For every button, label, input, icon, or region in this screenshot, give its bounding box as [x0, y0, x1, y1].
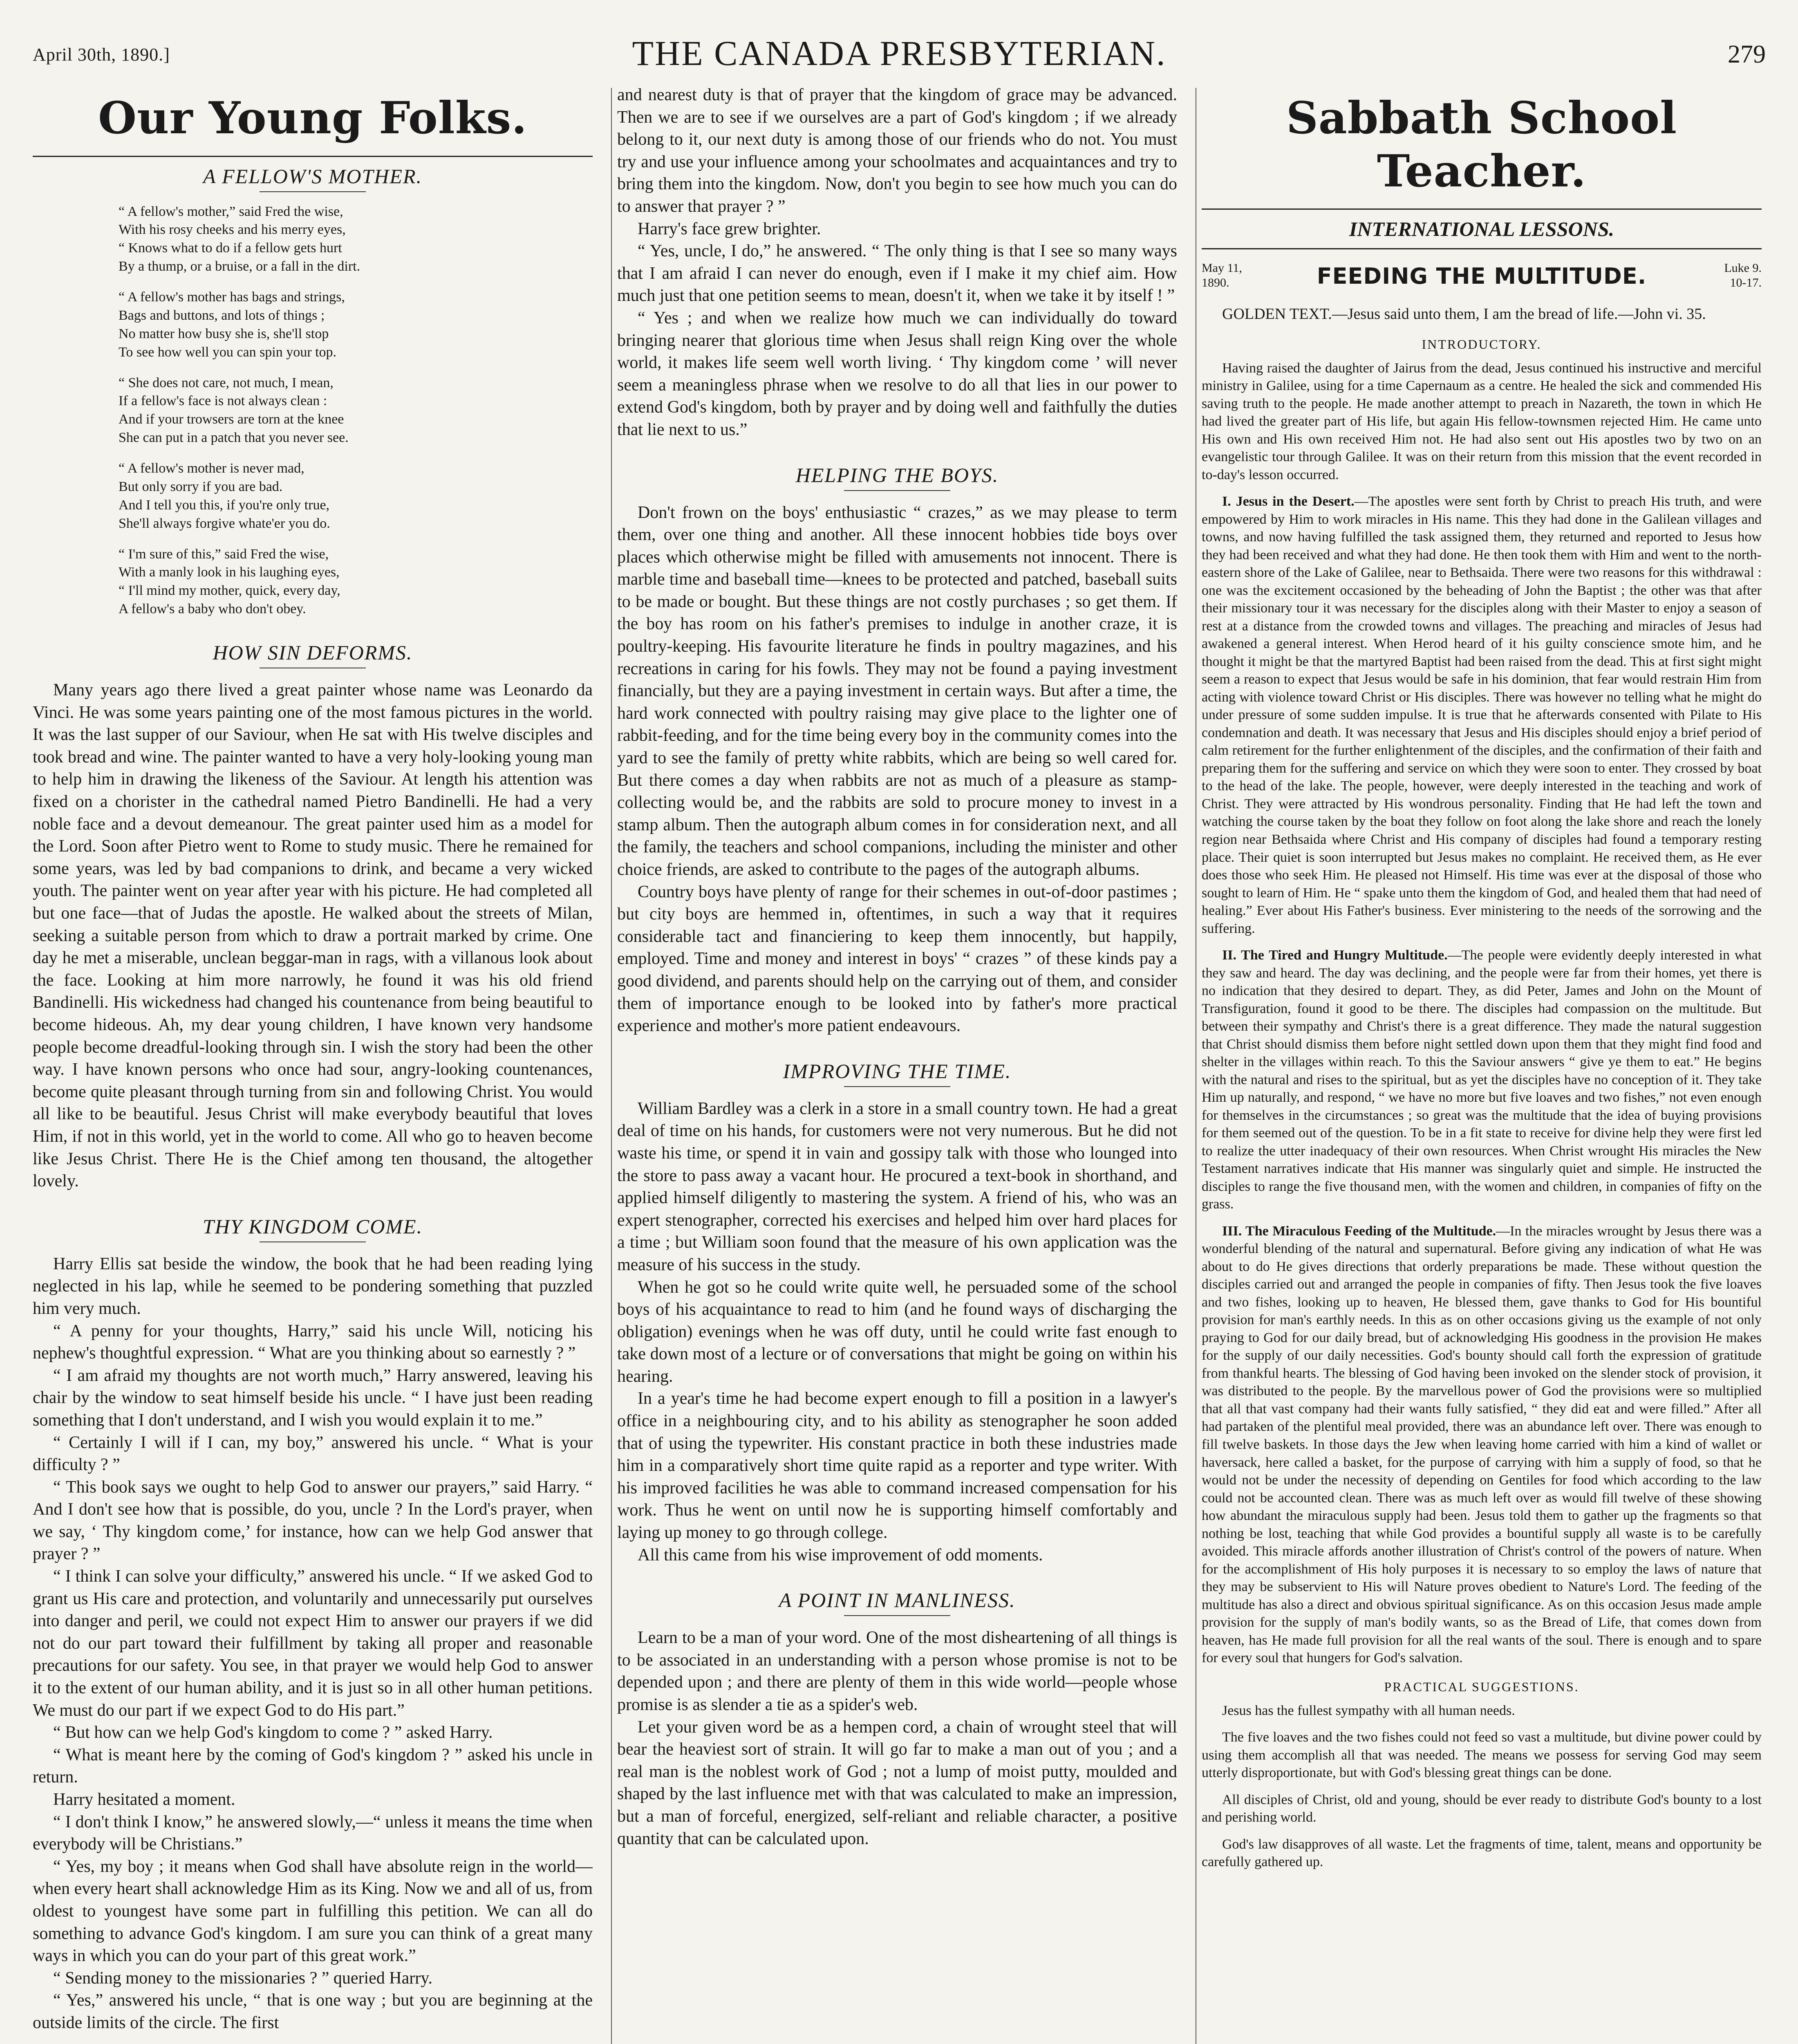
lesson-section-heading: III. The Miraculous Feeding of the Multitude. [1222, 1223, 1496, 1239]
column-divider [611, 88, 612, 2044]
issue-date: April 30th, 1890.] [33, 45, 170, 65]
poem-line: By a thump, or a bruise, or a fall in the dirt. [119, 259, 360, 274]
practical-suggestion: The five loaves and the two fishes could not feed so vast a multitude, but divine power could by using them accomplish all that was needed. The means we possess for serving God may seem utterly disproportionate, but with God's blessing great things can be done. [1202, 1730, 1762, 1781]
poem-line: “ A fellow's mother,” said Fred the wise, [119, 204, 343, 219]
practical-suggestion: All disciples of Christ, old and young, should be ever ready to distribute God's bounty to a lost and perishing world. [1202, 1792, 1762, 1825]
poem-stanza [119, 374, 593, 448]
poem-line: To see how well you can spin your top. [119, 344, 337, 360]
page-header [33, 33, 1766, 78]
article-paragraph: Harry's face grew brighter. [638, 219, 821, 238]
scripture-reference: Luke 9. 10-17. [1724, 261, 1762, 290]
poem-line: With a manly look in his laughing eyes, [119, 565, 340, 580]
poem-line: “ I'll mind my mother, quick, every day, [119, 583, 340, 598]
column-1 [33, 84, 593, 2044]
practical-suggestion: God's law disapproves of all waste. Let the fragments of time, talent, means and opportunity be carefully gathered up. [1202, 1836, 1762, 1870]
article-paragraph: “ But how can we help God's kingdom to come ? ” asked Harry. [53, 1723, 493, 1742]
masthead-rule [33, 156, 593, 157]
lesson-section-heading: II. The Tired and Hungry Multitude. [1222, 948, 1448, 963]
lesson-date: May 11, 1890. [1202, 261, 1242, 290]
article-paragraph: Let your given word be as a hempen cord, a chain of wrought steel that will bear the heaviest sort of strain. It will go far to make a man out of you ; and a real man is the noblest work of God ; not a lump of moist putty, moulded and shaped by the last influence met with that was calculated to make an impression, but a man of forceful, energized, self-reliant and reliable character, a positive quantity that can be calculated upon. [617, 1717, 1177, 1848]
article-paragraph: Country boys have plenty of range for their schemes in out-of-door pastimes ; but city boys are hemmed in, oftentimes, in such a way that it requires considerable tact and financiering to keep them innocently, but happily, employed. Time and money and interest in boys' “ crazes ” of these kinds pay a good dividend, and parents should help on the carrying out of them, and consider them of importance enough to be looked into by father's more practical experience and mother's more patient endeavours. [617, 882, 1177, 1035]
lesson-section-heading: I. Jesus in the Desert. [1222, 494, 1355, 509]
lesson-section [1202, 946, 1762, 1213]
title-rule [844, 490, 950, 491]
poem-line: She can put in a patch that you never see. [119, 430, 349, 446]
article-paragraph: Learn to be a man of your word. One of the most disheartening of all things is to be associated in an understanding with a person whose promise is not to be depended upon ; and there are plenty of them in this wide world—people whose promise is as slender a tie as a spider's web. [617, 1628, 1177, 1714]
newspaper-title: THE CANADA PRESBYTERIAN. [632, 34, 1167, 73]
column-2 [617, 84, 1177, 2044]
column-3 [1202, 84, 1762, 2044]
poem-line: “ I'm sure of this,” said Fred the wise, [119, 546, 329, 562]
introductory-heading: INTRODUCTORY. [1422, 336, 1542, 352]
article-paragraph: Many years ago there lived a great painter whose name was Leonardo da Vinci. He was some years painting one of the most famous pictures in the world. It was the last supper of our Saviour, when He sat with His twelve disciples and took bread and wine. The painter wanted to have a very holy-looking young man to help him in drawing the likeness of the Saviour. At length his attention was fixed on a chorister in the cathedral named Pietro Bandinelli. He had a very noble face and a devout demeanour. The great painter used him as a model for the Lord. Soon after Pietro went to Rome to study music. There he remained for some years, was led by bad companions to drink, and became a very wicked youth. The painter went on year after year with his picture. He had completed all but one face—that of Judas the apostle. He walked about the streets of Milan, seeking a suitable person from which to draw a portrait marked by crime. One day he met a miserable, unclean beggar-man in rags, with a villanous look about the face. Looking at him more narrowly, he found it was his old friend Bandinelli. His wickedness had changed his countenance from being beautiful to become hideous. Ah, my dear young children, I have known very handsome people become dreadful-looking through sin. I wish the story had been the other way. I have known persons who once had sour, angry-looking countenances, become quite pleasant through turning from sin and following Christ. You would all like to be beautiful. Jesus Christ will make everybody beautiful that loves Him, if not in this world, yet in the world to come. All who go to heaven become like Jesus Christ. There He is the Chief among ten thousand, the altogether lovely. [33, 681, 593, 1191]
introductory-paragraph: Having raised the daughter of Jairus from the dead, Jesus continued his instructive and merciful ministry in Galilee, using for a time Capernaum as a centre. He healed the sick and commended His saving truth to the people. He made another attempt to preach in Nazareth, the town in which He had lived the greater part of His life, but again His fellow-townsmen rejected Him. He came unto His own and His own received Him not. He had also sent out His apostles two by two on an evangelistic tour through Galilee. It was on their return from this mission that the event recorded in to-day's lesson occurred. [1202, 360, 1762, 482]
article-paragraph: “ Sending money to the missionaries ? ” queried Harry. [53, 1968, 433, 1988]
lesson-title: FEEDING THE MULTITUDE. [1317, 263, 1647, 289]
poem-line: “ Knows what to do if a fellow gets hurt [119, 240, 342, 256]
poem-line: With his rosy cheeks and his merry eyes, [119, 222, 346, 238]
poem-line: Bags and buttons, and lots of things ; [119, 307, 325, 323]
lesson-heading [1202, 258, 1762, 298]
poem [33, 203, 593, 619]
article-paragraph: “ Yes, my boy ; it means when God shall have absolute reign in the world—when every heart shall acknowledge Him as its King. Now we and all of us, from oldest to youngest have some part in fulfilling this petition. We can all do something to advance God's kingdom. I am sure you can think of a great many ways in which you can do your part of this great work.” [33, 1857, 593, 1966]
poem-line: And I tell you this, if you're only true, [119, 497, 330, 513]
article-title: A POINT IN MANLINESS. [779, 1589, 1016, 1612]
lessons-subhead: INTERNATIONAL LESSONS. [1349, 217, 1614, 241]
article-title: HOW SIN DEFORMS. [213, 641, 413, 664]
article-title: THY KINGDOM COME. [202, 1215, 423, 1238]
poem-line: But only sorry if you are bad. [119, 479, 283, 494]
article-paragraph: William Bardley was a clerk in a store in a small country town. He had a great deal of time on his hands, for customers were not very numerous. But he did not waste his time, or spend it in vain and gossipy talk with those who lounged into the store to pass away a vacant hour. He procured a text-book in shorthand, and applied himself diligently to mastering the system. A friend of his, who was an expert stenographer, corrected his exercises and helped him over hard places for a time ; but William soon found that the measure of his own application was the measure of his success in the study. [617, 1099, 1177, 1274]
article-paragraph: When he got so he could write quite well, he persuaded some of the school boys of his acquaintance to read to him (and he found ways of discharging the obligation) evenings when he was off duty, until he could write fast enough to take down most of a lecture or of conversations that might be going on within his hearing. [617, 1278, 1177, 1386]
masthead-rule [1202, 208, 1762, 210]
article-paragraph: Harry hesitated a moment. [53, 1790, 235, 1809]
article-paragraph: “ I don't think I know,” he answered slowly,—“ unless it means the time when everybody will be Christians.” [33, 1812, 593, 1854]
lesson-section [1202, 493, 1762, 937]
poem-stanza [119, 203, 593, 276]
poem-stanza [119, 288, 593, 362]
article-paragraph: “ I think I can solve your difficulty,” answered his uncle. “ If we asked God to grant us His care and protection, and voluntarily and unnecessarily put ourselves into danger and peril, we could not expect Him to answer our prayers if we did not do our part toward their fulfillment by taking all proper and reasonable precautions for our safety. You see, in that prayer we would help God to answer it to the extent of our human ability, and it is just so in all other human petitions. We must do our part if we expect God to do His part.” [33, 1567, 593, 1720]
article-paragraph: “ Yes ; and when we realize how much we can individually do toward bringing nearer that glorious time when Jesus shall reign King over the whole world, it makes life seem well worth living. ‘ Thy kingdom come ’ will never seem a meaningless phrase when we resolve to do all that lies in our power to extend God's kingdom, both by prayer and by doing well and faithfully the duties that lie next to us.” [617, 308, 1177, 439]
poem-line: “ A fellow's mother is never mad, [119, 461, 305, 476]
poem-line: If a fellow's face is not always clean : [119, 393, 327, 409]
golden-text: GOLDEN TEXT.—Jesus said unto them, I am the bread of life.—John vi. 35. [1222, 305, 1706, 323]
article-paragraph: All this came from his wise improvement of odd moments. [638, 1545, 1043, 1564]
poem-line: And if your trowsers are torn at the knee [119, 412, 344, 427]
poem-stanza [119, 459, 593, 533]
article-paragraph: “ A penny for your thoughts, Harry,” said his uncle Will, noticing his nephew's thoughtful expression. “ What are you thinking about so earnestly ? ” [33, 1321, 593, 1363]
article-paragraph: “ Yes, uncle, I do,” he answered. “ The only thing is that I see so many ways that I am afraid I can never do enough, even if I make it my chief aim. How much just that one petition seems to mean, doesn't it, when we take it by itself ! ” [617, 242, 1177, 305]
article-paragraph: “ This book says we ought to help God to answer our prayers,” said Harry. “ And I don't see how that is possible, do you, uncle ? In the Lord's prayer, when we say, ‘ Thy kingdom come,’ for instance, how can we help God answer that prayer ? ” [33, 1477, 593, 1564]
lesson-section-text: —In the miracles wrought by Jesus there was a wonderful blending of the natural and supernatural. Before giving any indication of what He was about to do He gives directions that orderly preparations be made. These without question the disciples carried out and arranged the people in companies of fifty. Then Jesus took the five loaves and two fishes, looking up to heaven, He blessed them, gave thanks to God for His bountiful provision for man's earthly needs. In this as on other occasions giving us the example of not only praying to God for our daily bread, but of acknowledging His goodness in the provision He makes for the supply of our daily necessities. God's bounty should call forth the expression of gratitude from thankful hearts. The blessing of God having been invoked on the slender stock of provision, it was distributed to the people. By the marvellous power of God the provisions were so multiplied that all that vast company had their wants fully satisfied, “ they did eat and were filled.” After all had partaken of the plentiful meal provided, there was an abundance left over. There was enough to fill twelve baskets. In those days the Jew when leaving home carried with him a kind of wallet or haversack, here called a basket, for the purpose of carrying with him a supply of food, so that he would not be under the necessity of depending on Gentiles for food which according to the law could not be accounted clean. There was as much left over as would fill twelve of these showing how abundant the miraculous supply had been. Jesus told them to gather up the fragments so that nothing be lost, teaching that while God provides a bountiful supply all waste is to be carefully avoided. This miracle affords another illustration of Christ's control of the powers of nature. When for the accomplishment of His holy purposes it is necessary to so employ the laws of nature that they may be subservient to His will Nature proves obedient to Nature's Lord. The feeding of the multitude has also a direct and obvious spiritual significance. As on this occasion Jesus made ample provision for the supply of man's bodily wants, so as the Bread of Life, that comes down from heaven, has He made full provision for all the real wants of the soul. There is enough and to spare for every soul that hungers for God's salvation. [1202, 1223, 1762, 1666]
poem-stanza [119, 545, 593, 619]
article-paragraph: and nearest duty is that of prayer that the kingdom of grace may be advanced. Then we are to see if we ourselves are a part of God's kingdom ; if we already belong to it, our next duty is among those of our friends who do not. You must try and use your influence among your schoolmates and acquaintances and try to bring them into the kingdom. Now, don't you begin to see how much you can do to answer that prayer ? ” [617, 85, 1177, 216]
poem-line: She'll always forgive whate'er you do. [119, 515, 330, 531]
lesson-section [1202, 1222, 1762, 1667]
practical-heading: PRACTICAL SUGGESTIONS. [1384, 1679, 1579, 1694]
article-paragraph: “ Certainly I will if I can, my boy,” answered his uncle. “ What is your difficulty ? ” [33, 1433, 593, 1475]
article-paragraph: “ Yes,” answered his uncle, “ that is one way ; but you are beginning at the outside limits of the circle. The first [33, 1991, 593, 2032]
poem-line: No matter how busy she is, she'll stop [119, 326, 329, 341]
poem-line: “ A fellow's mother has bags and strings, [119, 289, 345, 305]
poem-title: A FELLOW'S MOTHER. [203, 164, 423, 188]
lesson-section-text: —The apostles were sent forth by Christ to preach His truth, and were empowered by Him to work miracles in His name. This they had done in the Galilean villages and towns, and now having fulfilled the task assigned them, they returned and reported to Jesus how they had been received and what they had done. He then took them with Him and went to the north-eastern shore of the Lake of Galilee, near to Bethsaida. There were two reasons for this withdrawal : one was the excitement occasioned by the beheading of John the Baptist ; the other was that after their missionary tour it was necessary for the disciples along with their Master to enjoy a season of rest at a distance from the crowded towns and villages. The preaching and miracles of Jesus had awakened a general interest. When Herod heard of it his guilty conscience smote him, and he thought it might be that the martyred Baptist had been raised from the dead. This at first sight might seem a reason to expect that Jesus would be safe in his dominion, that fear would restrain Him from acting with violence toward Christ or His disciples. There was however no telling what he might do under pressure of some sudden impulse. It is true that he afterwards consented with Pilate to His condemnation and death. It was necessary that Jesus and His disciples should enjoy a brief period of calm retirement for the further enlightenment of the disciples, and the confirmation of their faith and preparing them for the suffering and service on which they were soon to enter. They crossed by boat to the head of the lake. The people, however, were deeply interested in the teaching and work of Christ. They were attracted by His wondrous personality. Finding that He had left the town and watching the course taken by the boat they follow on foot along the lake shore and reach the lonely region near Bethsaida where Christ and His company of disciples had found a temporary resting place. Their quiet is soon interrupted but Jesus makes no complaint. He received them, as He ever does those who seek Him. He pleased not Himself. His time was ever at the disposal of those who sought to learn of Him. He “ spake unto them the kingdom of God, and healed them that had need of healing.” Ever about His Father's business. Ever ministering to the needs of the sorrowing and the suffering. [1202, 494, 1762, 936]
article-title: HELPING THE BOYS. [795, 463, 999, 486]
article-paragraph: “ What is meant here by the coming of God's kingdom ? ” asked his uncle in return. [33, 1745, 593, 1787]
article-paragraph: Harry Ellis sat beside the window, the book that he had been reading lying neglected in his lap, while he seemed to be pondering something that puzzled him very much. [33, 1254, 593, 1318]
article-title: IMPROVING THE TIME. [783, 1059, 1012, 1083]
lesson-section-text: —The people were evidently deeply interested in what they saw and heard. The day was declining, and the people were far from their homes, yet there is no indication that they desired to depart. They, as did Peter, James and John on the Mount of Transfiguration, found it good to be there. The disciples had compassion on the multitude. But between their sympathy and Christ's there is a great difference. They made the natural suggestion that Christ should dismiss them before night settled down upon them that they might find food and shelter in the villages within reach. To this the Saviour answers “ give ye them to eat.” He begins with the natural and rises to the spiritual, but as yet the disciples have no conception of it. They take Him up naturally, and respond, “ we have no more but five loaves and two fishes,” not even enough for themselves in the circumstances ; so great was the multitude that the idea of buying provisions for them seemed out of the question. To be in a fit state to receive for divine help they were first led to realize the utter inadequacy of their own resources. When Christ wrought His miracles the New Testament narratives indicate that His manner was singularly quiet and simple. He instructed the disciples to range the five thousand men, with the women and children, in companies of fifty on the grass. [1202, 948, 1762, 1212]
section-masthead-sabbath-school: Sabbath School Teacher. [1286, 92, 1677, 197]
title-rule [844, 1615, 950, 1616]
subhead-rule [1202, 248, 1762, 249]
title-rule [844, 1086, 950, 1087]
title-rule [260, 191, 366, 192]
article-paragraph: Don't frown on the boys' enthusiastic “ crazes,” as we may please to term them, over one thing and another. All these innocent hobbies tide boys over places which otherwise might be filled with amusements not innocent. There is marble time and baseball time—knees to be protected and patched, baseball suits to be made or bought. But these things are not costly purchases ; so get them. If the boy has room on his father's premises to indulge in another craze, it is poultry-keeping. His favourite literature he finds in poultry magazines, and his recreations in caring for his fowls. They may not be found a paying investment financially, but they are a paying investment in certain ways. But after a time, the hard work connected with poultry raising may give place to the lighter one of rabbit-feeding, and for the time being every boy in the community comes into the yard to see the family of pretty white rabbits, which are being so well cared for. But there comes a day when rabbits are not as much of a pleasure as stamp-collecting would be, and the rabbits are sold to procure money to invest in a stamp album. Then the autograph album comes in for consideration next, and all the family, the teachers and school companions, including the minister and other choice friends, are asked to contribute to the pages of the autograph albums. [617, 503, 1177, 879]
poem-line: “ She does not care, not much, I mean, [119, 375, 334, 390]
poem-line: A fellow's a baby who don't obey. [119, 601, 306, 617]
article-paragraph: “ I am afraid my thoughts are not worth much,” Harry answered, leaving his chair by the window to seat himself beside his uncle. “ I have just been reading something that I don't understand, and I wish you would explain it to me.” [33, 1366, 593, 1430]
practical-suggestion: Jesus has the fullest sympathy with all human needs. [1222, 1703, 1515, 1718]
article-paragraph: In a year's time he had become expert enough to fill a position in a lawyer's office in a neighbouring city, and to his ability as stenographer he soon added that of using the typewriter. His constant practice in both these industries made him in a comparatively short time quite rapid as a reporter and type writer. With his improved facilities he was able to command increased compensation for his work. Thus he went on until now he is supporting himself comfortably and laying up money to go through college. [617, 1389, 1177, 1542]
page-number: 279 [1728, 40, 1766, 68]
section-masthead-young-folks: Our Young Folks. [98, 92, 528, 144]
